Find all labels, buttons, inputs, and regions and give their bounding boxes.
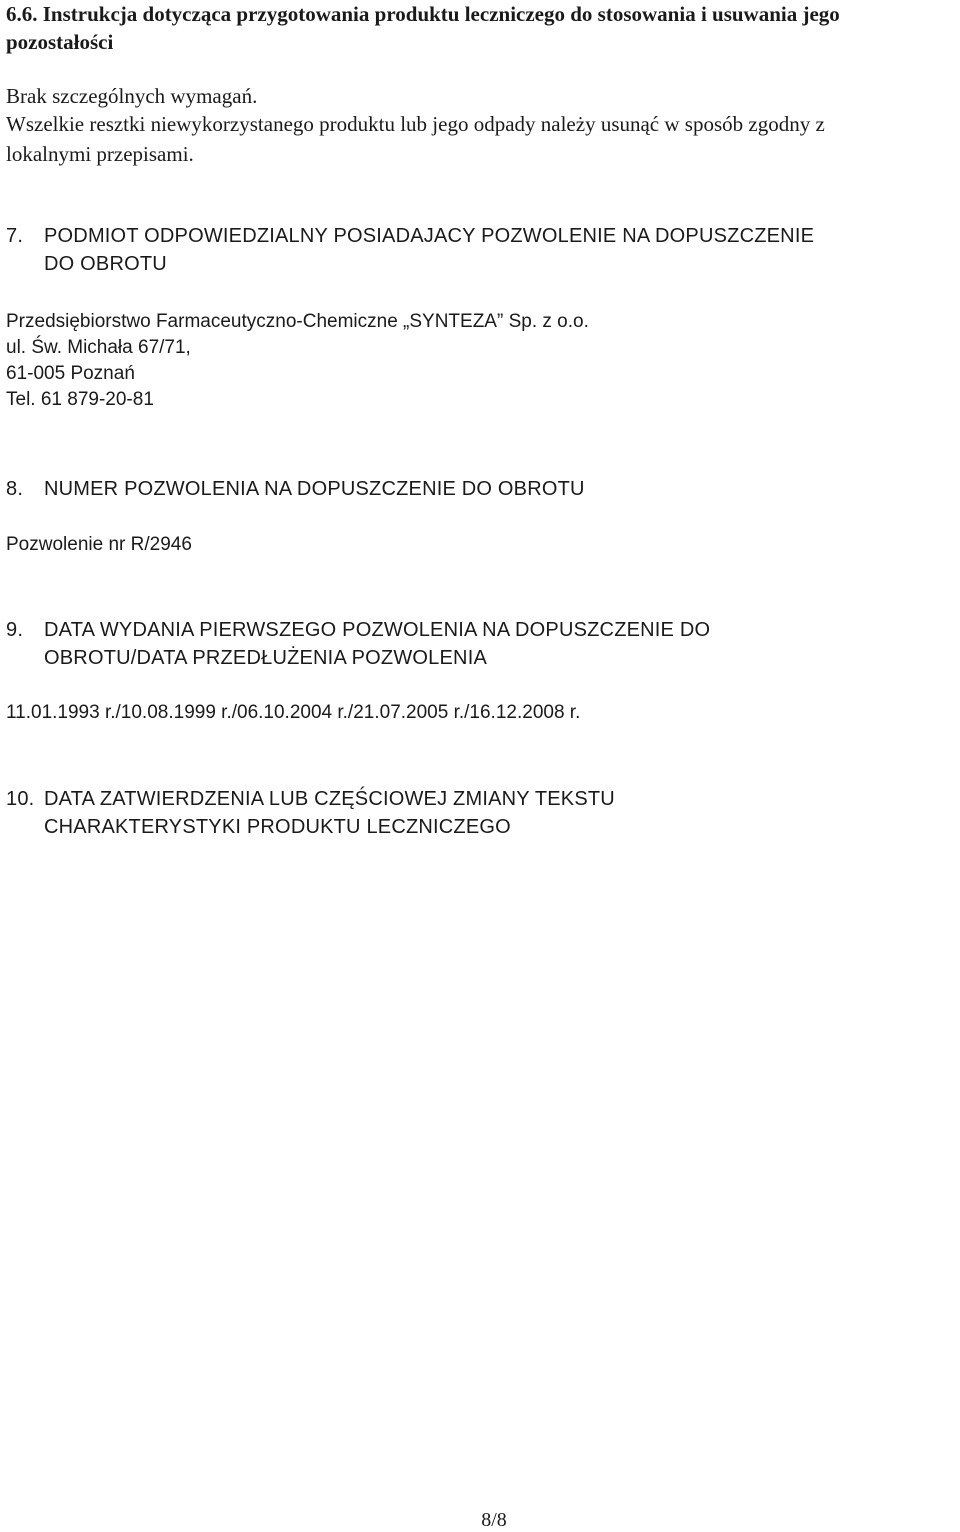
city-address: 61-005 Poznań [6, 363, 135, 384]
section-8-heading-text: NUMER POZWOLENIA NA DOPUSZCZENIE DO OBROTU [44, 478, 585, 500]
section-7-heading [6, 222, 940, 278]
company-name: Przedsiębiorstwo Farmaceutyczno-Chemiczne „SYNTEZA” Sp. z o.o. [6, 311, 589, 332]
section-6-6-body-line1: Brak szczególnych wymagań. [6, 84, 258, 108]
page-number: 8/8 [481, 1509, 507, 1531]
section-6-6-body-line3: lokalnymi przepisami. [6, 142, 194, 166]
section-8-heading [6, 475, 940, 503]
section-6-6-body-line2: Wszelkie resztki niewykorzystanego produktu lub jego odpady należy usunąć w sposób zgodny z [6, 112, 825, 136]
section-6-6-heading-line1: 6.6. Instrukcja dotycząca przygotowania produktu leczniczego do stosowania i usuwania jego [6, 2, 840, 26]
section-7-heading-line1: PODMIOT ODPOWIEDZIALNY POSIADAJACY POZWOLENIE NA DOPUSZCZENIE [44, 225, 815, 247]
section-6-6-heading-line2: pozostałości [6, 30, 114, 54]
section-9-heading [6, 616, 940, 672]
section-10-heading-line1: DATA ZATWIERDZENIA LUB CZĘŚCIOWEJ ZMIANY TEKSTU [44, 788, 615, 810]
section-8-number: 8. [6, 478, 24, 500]
street-address: ul. Św. Michała 67/71, [6, 337, 191, 358]
section-6-6 [6, 0, 940, 56]
section-10-number: 10. [6, 788, 35, 810]
permit-number: Pozwolenie nr R/2946 [6, 534, 192, 555]
section-7-heading-line2: DO OBROTU [44, 253, 167, 275]
section-10-heading [6, 785, 940, 841]
section-9-heading-line1: DATA WYDANIA PIERWSZEGO POZWOLENIA NA DOPUSZCZENIE DO [44, 619, 711, 641]
section-6-6-body [6, 82, 940, 168]
section-9-body [6, 700, 940, 726]
section-10-heading-line2: CHARAKTERYSTYKI PRODUKTU LECZNICZEGO [44, 816, 511, 838]
section-7-address [6, 309, 940, 413]
section-9-number: 9. [6, 619, 24, 641]
section-8-body [6, 532, 940, 558]
section-7-number: 7. [6, 225, 24, 247]
section-9-heading-line2: OBROTU/DATA PRZEDŁUŻENIA POZWOLENIA [44, 647, 487, 669]
permit-dates: 11.01.1993 r./10.08.1999 r./06.10.2004 r./21.07.2005 r./16.12.2008 r. [6, 702, 581, 723]
phone-number: Tel. 61 879-20-81 [6, 389, 154, 410]
